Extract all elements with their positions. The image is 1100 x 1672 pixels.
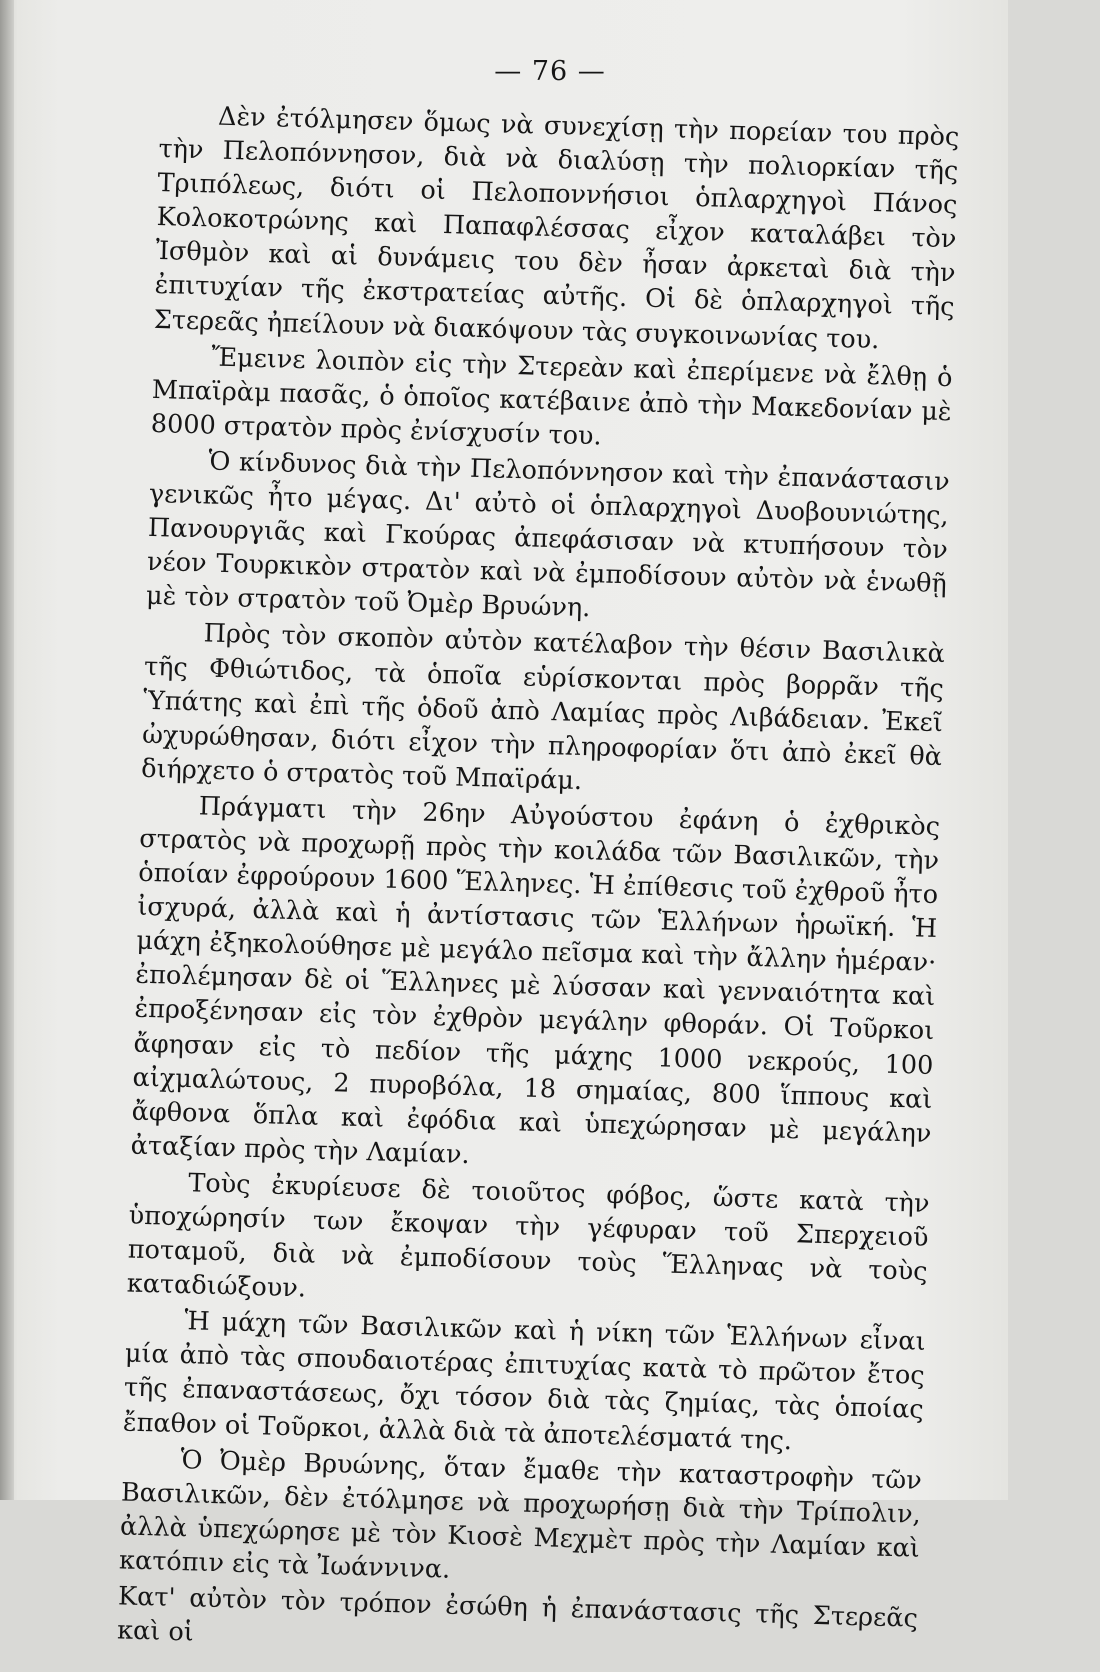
body-text — [117, 98, 960, 1672]
paragraph-6: Τοὺς ἐκυρίευσε δὲ τοιοῦτος φόβος, ὥστε κατὰ τὴν ὑποχώρησίν των ἔκοψαν τὴν γέφυραν τοῦ Σπερχειοῦ ποταμοῦ, διὰ νὰ ἐμποδίσουν τοὺς Ἕλληνας νὰ τοὺς καταδιώξουν. — [126, 1168, 930, 1304]
paragraph-1: Δὲν ἐτόλμησεν ὅμως νὰ συνεχίσῃ τὴν πορείαν του πρὸς τὴν Πελοπόννησον, διὰ νὰ διαλύσῃ τὴν πολιορκίαν τῆς Τριπόλεως, διότι οἱ Πελοποννήσιοι ὁπλαρχηγοὶ Πάνος Κολοκοτρώνης καὶ Παπαφλέσσας εἶχον καταλάβει τὸν Ἰσθμὸν καὶ αἱ δυνάμεις του δὲν ἦσαν ἀρκεταὶ διὰ τὴν ἐπιτυχίαν τῆς ἐκστρατείας αὐτῆς. Οἱ δὲ ὁπλαρχηγοὶ τῆς Στερεᾶς ἠπείλουν νὰ διακόψουν τὰς συγκοινωνίας του. — [153, 101, 960, 355]
paragraph-7: Ἡ μάχη τῶν Βασιλικῶν καὶ ἡ νίκη τῶν Ἑλλήνων εἶναι μία ἀπὸ τὰς σπουδαιοτέρας ἐπιτυχίας κατὰ τὸ πρῶτον ἔτος τῆς ἐπαναστάσεως, ὄχι τόσον διὰ τὰς ζημίας, τὰς ὁποίας ἔπαθον οἱ Τοῦρκοι, ἀλλὰ διὰ τὰ ἀποτελέσματά της. — [122, 1306, 926, 1456]
paragraph-9: Κατ' αὐτὸν τὸν τρόπον ἐσώθη ἡ ἐπανάστασις τῆς Στερεᾶς καὶ οἱ — [116, 1581, 919, 1648]
paragraph-4: Πρὸς τὸν σκοπὸν αὐτὸν κατέλαβον τὴν θέσιν Βασιλικὰ τῆς Φθιώτιδος, τὰ ὁποῖα εὑρίσκονται πρὸς βορρᾶν τῆς Ὑπάτης καὶ ἐπὶ τῆς ὁδοῦ ἀπὸ Λαμίας πρὸς Λιβάδειαν. Ἐκεῖ ὠχυρώθησαν, διότι εἶχον τὴν πληροφορίαν ὅτι ἀπὸ ἐκεῖ θὰ διήρχετο ὁ στρατὸς τοῦ Μπαϊράμ. — [140, 618, 946, 796]
page-number: — 76 — — [494, 56, 606, 87]
paragraph-3: Ὁ κίνδυνος διὰ τὴν Πελοπόννησον καὶ τὴν ἐπανάστασιν γενικῶς ἦτο μέγας. Δι' αὐτὸ οἱ ὁπλαρχηγοὶ Δυοβουνιώτης, Πανουργιᾶς καὶ Γκούρας ἀπεφάσισαν νὰ κτυπήσουν τὸν νέον Τουρκικὸν στρατὸν καὶ νὰ ἐμποδίσουν αὐτὸν νὰ ἑνωθῇ μὲ τὸν στρατὸν τοῦ Ὀμὲρ Βρυώνη. — [145, 446, 951, 624]
paragraph-2: Ἔμεινε λοιπὸν εἰς τὴν Στερεὰν καὶ ἐπερίμενε νὰ ἔλθῃ ὁ Μπαϊρὰμ πασᾶς, ὁ ὁποῖος κατέβαινε ἀπὸ τὴν Μακεδονίαν μὲ 8000 στρατὸν πρὸς ἐνίσχυσίν του. — [150, 342, 953, 452]
paragraph-5: Πράγματι τὴν 26ην Αὐγούστου ἐφάνη ὁ ἐχθρικὸς στρατὸς νὰ προχωρῇ πρὸς τὴν κοιλάδα τῶν Βασιλικῶν, τὴν ὁποίαν ἐφρούρουν 1600 Ἕλληνες. Ἡ ἐπίθεσις τοῦ ἐχθροῦ ἦτο ἰσχυρά, ἀλλὰ καὶ ἡ ἀντίστασις τῶν Ἑλλήνων ἡρωϊκή. Ἡ μάχη ἐξηκολούθησε μὲ μεγάλο πεῖσμα καὶ τὴν ἄλλην ἡμέραν· ἐπολέμησαν δὲ οἱ Ἕλληνες μὲ λύσσαν καὶ γενναιότητα καὶ ἐπροξένησαν εἰς τὸν ἐχθρὸν μεγάλην φθοράν. Οἱ Τοῦρκοι ἄφησαν εἰς τὸ πεδίον τῆς μάχης 1000 νεκρούς, 100 αἰχμαλώτους, 2 πυροβόλα, 18 σημαίας, 800 ἵππους καὶ ἄφθονα ὅπλα καὶ ἐφόδια καὶ ὑπεχώρησαν μὲ μεγάλην ἀταξίαν πρὸς τὴν Λαμίαν. — [130, 791, 941, 1170]
page-binding-edge — [0, 0, 14, 1500]
paragraph-8: Ὁ Ὀμὲρ Βρυώνης, ὅταν ἔμαθε τὴν καταστροφὴν τῶν Βασιλικῶν, δὲν ἐτόλμησε νὰ προχωρήσῃ διὰ τὴν Τρίπολιν, ἀλλὰ ὑπεχώρησε μὲ τὸν Κιοσὲ Μεχμὲτ πρὸς τὴν Λαμίαν καὶ κατόπιν εἰς τὰ Ἰωάννινα. — [118, 1444, 923, 1585]
